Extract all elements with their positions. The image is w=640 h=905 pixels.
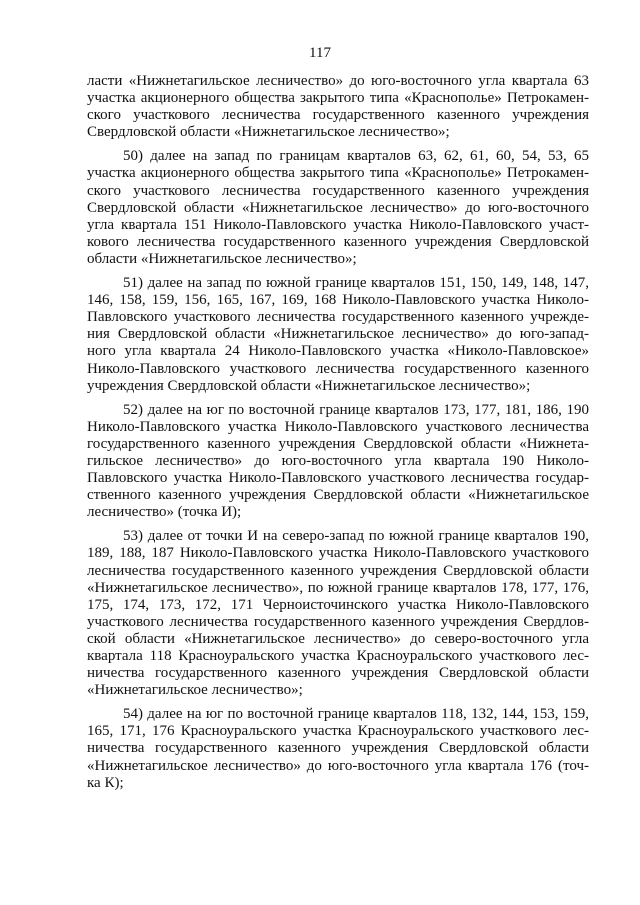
text-line: кового лесничества государственного казенного учреждения Свердловской (87, 233, 589, 250)
text-line: «Нижнетагильское лесничество» до юго-восточного угла квартала 176 (точ- (87, 757, 589, 774)
text-line: 52) далее на юг по восточной границе кварталов 173, 177, 181, 186, 190 (123, 401, 589, 418)
text-line: Свердловской области «Нижнетагильское лесничество»; (87, 124, 450, 141)
text-line: Павловского участкового лесничества государственного казенного учрежде- (87, 309, 589, 326)
text-line: гильское лесничество» до юго-восточного угла квартала 190 Николо- (87, 452, 589, 469)
text-line: ничества государственного казенного учреждения Свердловской области (87, 740, 589, 757)
text-line: 50) далее на запад по границам кварталов 63, 62, 61, 60, 54, 53, 65 (123, 148, 589, 165)
text-line: участка акционерного общества закрытого типа «Краснополье» Петрокамен- (87, 165, 589, 182)
text-line: угла квартала 151 Николо-Павловского участка Николо-Павловского участ- (87, 216, 589, 233)
text-line: 189, 188, 187 Николо-Павловского участка Николо-Павловского участкового (87, 545, 589, 562)
text-line: лесничество» (точка И); (87, 504, 242, 521)
paragraph (87, 528, 589, 699)
text-line: ного угла квартала 24 Николо-Павловского участка «Николо-Павловское» (87, 343, 589, 360)
text-line: 146, 158, 159, 156, 165, 167, 169, 168 Николо-Павловского участка Николо- (87, 292, 589, 309)
paragraph (87, 148, 589, 268)
page-number: 117 (309, 45, 331, 61)
text-line: Николо-Павловского участка Николо-Павловского участкового лесничества (87, 418, 589, 435)
paragraph (87, 402, 589, 522)
text-line: Павловского участка Николо-Павловского участкового лесничества государ- (87, 470, 589, 487)
paragraph (87, 73, 589, 141)
text-line: «Нижнетагильское лесничество», по южной границе кварталов 178, 177, 176, (87, 579, 589, 596)
text-line: ния Свердловской области «Нижнетагильское лесничество» до юго-запад- (87, 326, 589, 343)
text-line: ка К); (87, 774, 124, 791)
paragraph (87, 706, 589, 791)
text-line: ской области «Нижнетагильское лесничество» до северо-восточного угла (87, 630, 589, 647)
text-line: Свердловской области «Нижнетагильское лесничество» до юго-восточного (87, 199, 589, 216)
text-line: участкового лесничества государственного казенного учреждения Свердлов- (87, 613, 589, 630)
text-line: участка акционерного общества закрытого типа «Краснополье» Петрокамен- (87, 90, 589, 107)
text-line: 175, 174, 173, 172, 171 Черноисточинского участка Николо-Павловского (87, 596, 589, 613)
text-line: ственного казенного учреждения Свердловской области «Нижнетагильское (87, 487, 589, 504)
text-line: учреждения Свердловской области «Нижнетагильское лесничество»; (87, 377, 531, 394)
document-body (87, 73, 589, 799)
text-line: 53) далее от точки И на северо-запад по южной границе кварталов 190, (123, 528, 589, 545)
text-line: области «Нижнетагильское лесничество»; (87, 250, 357, 267)
paragraph (87, 275, 589, 395)
text-line: 54) далее на юг по восточной границе кварталов 118, 132, 144, 153, 159, (123, 706, 589, 723)
text-line: 165, 171, 176 Красноуральского участка Красноуральского участкового лес- (87, 723, 589, 740)
text-line: «Нижнетагильское лесничество»; (87, 682, 303, 699)
text-line: ского участкового лесничества государственного казенного учреждения (87, 107, 589, 124)
text-line: 51) далее на запад по южной границе кварталов 151, 150, 149, 148, 147, (123, 275, 589, 292)
text-line: государственного казенного учреждения Свердловской области «Нижнета- (87, 435, 589, 452)
text-line: ского участкового лесничества государственного казенного учреждения (87, 182, 589, 199)
text-line: ничества государственного казенного учреждения Свердловской области (87, 665, 589, 682)
text-line: лесничества государственного казенного учреждения Свердловской области (87, 562, 589, 579)
text-line: ласти «Нижнетагильское лесничество» до юго-восточного угла квартала 63 (87, 73, 589, 89)
text-line: Николо-Павловского участкового лесничества государственного казенного (87, 360, 589, 377)
text-line: квартала 118 Красноуральского участка Красноуральского участкового лес- (87, 648, 589, 664)
